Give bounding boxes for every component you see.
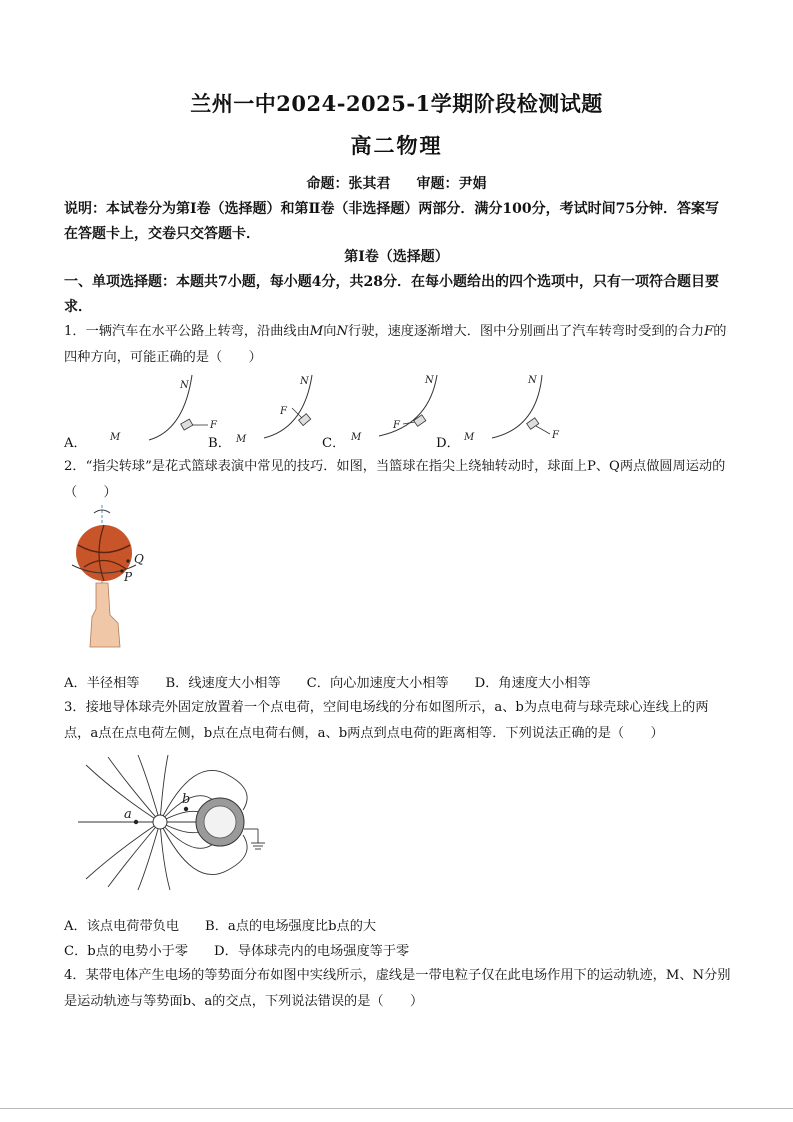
question-3-options-row1 <box>64 915 402 934</box>
label-m: M <box>351 432 362 443</box>
label-n: N <box>528 375 537 386</box>
q1-figure-d <box>462 370 572 450</box>
question-1-figures <box>64 370 664 452</box>
label-m: M <box>464 432 475 443</box>
question-2-options <box>64 672 617 691</box>
label-n: N <box>180 380 189 391</box>
author: 命题：张其君 <box>306 176 391 192</box>
label-a: a <box>124 807 132 822</box>
q2-option-a[interactable]: A．半径相等 <box>64 676 140 691</box>
label-f: F <box>552 430 559 441</box>
section-heading: 一、单项选择题：本题共7小题，每小题4分，共28分．在每小题给出的四个选项中，只有一项符合题目要求． <box>64 274 719 315</box>
page-title: 兰州一中2024-2025-1学期阶段检测试题 <box>190 91 603 116</box>
page-subtitle: 高二物理 <box>350 133 443 158</box>
q2-option-c[interactable]: C．向心加速度大小相等 <box>306 676 449 691</box>
page-bottom-divider <box>0 1108 793 1109</box>
label-f: F <box>280 406 287 417</box>
label-m: M <box>236 434 247 445</box>
label-n: N <box>425 375 434 386</box>
label-n: N <box>300 376 309 387</box>
label-b: b <box>182 792 191 807</box>
question-3-options-row2 <box>64 940 435 959</box>
electric-field-figure <box>78 755 278 895</box>
author-line <box>0 173 793 193</box>
part-title: 第Ⅰ卷（选择题） <box>344 249 449 265</box>
q1-option-c[interactable]: C． <box>322 436 346 451</box>
q3-option-d[interactable]: D．导体球壳内的电场强度等于零 <box>214 944 410 959</box>
q3-option-b[interactable]: B．a点的电场强度比b点的大 <box>205 919 377 934</box>
reviewer: 审题：尹娟 <box>416 176 487 192</box>
question-2-text: 2．“指尖转球”是花式篮球表演中常见的技巧．如图，当篮球在指尖上绕轴转动时，球面上P、Q两点做圆周运动的（ ） <box>64 459 726 500</box>
q1-figure-b <box>234 370 334 450</box>
q2-option-d[interactable]: D．角速度大小相等 <box>474 676 591 691</box>
q2-option-b[interactable]: B．线速度大小相等 <box>165 676 281 691</box>
q1-option-b[interactable]: B． <box>208 436 231 451</box>
question-4-text: 4．某带电体产生电场的等势面分布如图中实线所示，虚线是一带电粒子仅在此电场作用下的运动轨迹，M、N分别是运动轨迹与等势面b、a的交点，下列说法错误的是（ ） <box>64 968 731 1009</box>
question-1-text: 1．一辆汽车在水平公路上转弯，沿曲线由M向N行驶，速度逐渐增大．图中分别画出了汽车转弯时受到的合力F的四种方向，可能正确的是（ ） <box>64 324 727 365</box>
label-m: M <box>110 432 121 443</box>
label-f: F <box>210 420 217 431</box>
question-3-text: 3．接地导体球壳外固定放置着一个点电荷，空间电场线的分布如图所示，a、b为点电荷与球壳球心连线上的两点，a点在点电荷左侧，b点在点电荷右侧，a、b两点到点电荷的距离相等．下列说法正确的是（ ） <box>64 700 709 741</box>
label-f: F <box>393 420 400 431</box>
q1-figure-c <box>349 370 449 450</box>
q1-option-d[interactable]: D． <box>436 436 460 451</box>
label-p: P <box>124 570 133 584</box>
q3-option-a[interactable]: A．该点电荷带负电 <box>64 919 180 934</box>
basketball-figure <box>64 505 174 650</box>
q1-option-a[interactable]: A． <box>64 436 87 451</box>
q3-option-c[interactable]: C．b点的电势小于零 <box>64 944 189 959</box>
q1-figure-a <box>104 370 217 450</box>
instructions: 说明：本试卷分为第Ⅰ卷（选择题）和第Ⅱ卷（非选择题）两部分．满分100分，考试时间75分钟．答案写在答题卡上，交卷只交答题卡． <box>64 201 720 242</box>
label-q: Q <box>134 552 144 566</box>
